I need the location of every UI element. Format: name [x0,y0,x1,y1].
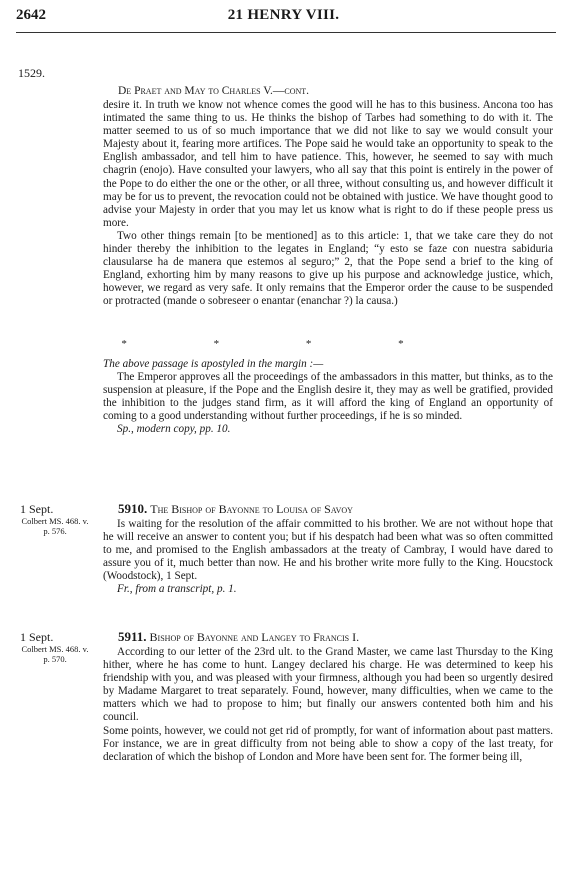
entry-heading [118,501,353,517]
entry-number: 5911. [118,629,147,644]
entry-text: Some points, however, we could not get rid of promptly, for want of information about past matters. For instance, we are in great difficulty from not being able to show a copy of the last treaty, for declaration of which the bishop of London and More have been sent for. The former being ill, [103,724,553,763]
entry-title: The Bishop of Bayonne to Louisa of Savoy [150,502,353,516]
manuscript-reference: Colbert MS. 468. v. p. 570. [21,644,89,664]
running-head: 21 HENRY VIII. [227,7,340,23]
entry-heading [118,629,359,645]
year-margin: 1529. [18,66,45,80]
entry-title: Bishop of Bayonne and Langey to Francis I. [149,630,360,644]
entry-body [103,646,553,764]
entry-body [103,518,553,597]
entry-text: According to our letter of the 23rd ult. to the Grand Master, we came last Thursday to the King hither, where he has come to hunt. Langey declared his charge. He was determined to keep his friendship with you, and was pleased with your firmness, although you had been so urgently desired by Madame Margaret to treat separately. Found, however, many difficulties, when we came to the matters which we had to propose to him; but finally our answers contented both him and his council. [103,646,553,724]
source-note: Sp., modern copy, pp. 10. [117,423,231,436]
margin-note-heading: The above passage is apostyled in the margin :— [103,358,324,370]
entry-date: 1 Sept. [20,630,54,644]
manuscript-reference: Colbert MS. 468. v. p. 576. [21,516,89,536]
paragraph: desire it. In truth we know not whence comes the good will he has to this business. Ancona too has intimated the same thing to us. He thinks the bishop of Tarbes had something to do with it. The matter seemed to us of so much importance that we did not like to say we would consult your Majesty about it, fearing more artifices. The Pope said he would take an opportunity to speak to the English ambassador, and tell him to have patience. This, however, he seemed to say with much chagrin (enojo). Have consulted your lawyers, who all say that this point is entirely in the power of the Pope to do either the one or the other, or all three, without consulting us, and however difficult it may be for us to prevent, the revocation could not be obtained with justice. We have thought good to advise your Majesty in order that you may let us know what is right to do if these people press us more. [103,99,554,229]
source-note: Fr., from a transcript, p. 1. [117,583,237,596]
continued-letter [103,99,553,309]
margin-note-text: The Emperor approves all the proceedings of the ambassadors in this matter, but thinks, as to the suspension at pleasure, if the Pope and the English desire it, they may as well be gratified, provided the inhibition to the judges stand firm, as it will afford the king of England an opportunity of coming to a good understanding without further proceedings, if he is so minded. [103,371,553,423]
margin-note-block [103,358,553,437]
header-rule [16,32,556,33]
entry-text: Is waiting for the resolution of the affair committed to his brother. We are not without hope that he will receive an answer to content you; but if his despatch had been what was so often committed to me, and promised to the English ambassadors at the treaty of Cambray, I would have dared to assure you of it, much better than now. He and his brother write more fully to the King. Houcstock (Woodstock), 1 Sept. [103,518,553,583]
paragraph: Two other things remain [to be mentioned] as to this article: 1, that we take care they do not hinder thereby the inhibition to the legates in England; “y esto se faze con nuestra sabiduria clausularse ha de manera que estemos al seguro;” 2, that the Pope send a brief to the king of England, exhorting him by many reasons to give up his purpose and acknowledge justice, which, however, we regard as very safe. It only remains that the Emperor order the cause to be suspended or protracted (mande o sobreseer o enantar (enanchar ?) la causa.) [103,229,553,308]
section-stars: * * * * [121,338,446,350]
page-number: 2642 [16,7,46,23]
section-heading: De Praet and May to Charles V.—cont. [118,85,310,97]
entry-number: 5910. [118,501,148,516]
entry-date: 1 Sept. [20,502,54,516]
